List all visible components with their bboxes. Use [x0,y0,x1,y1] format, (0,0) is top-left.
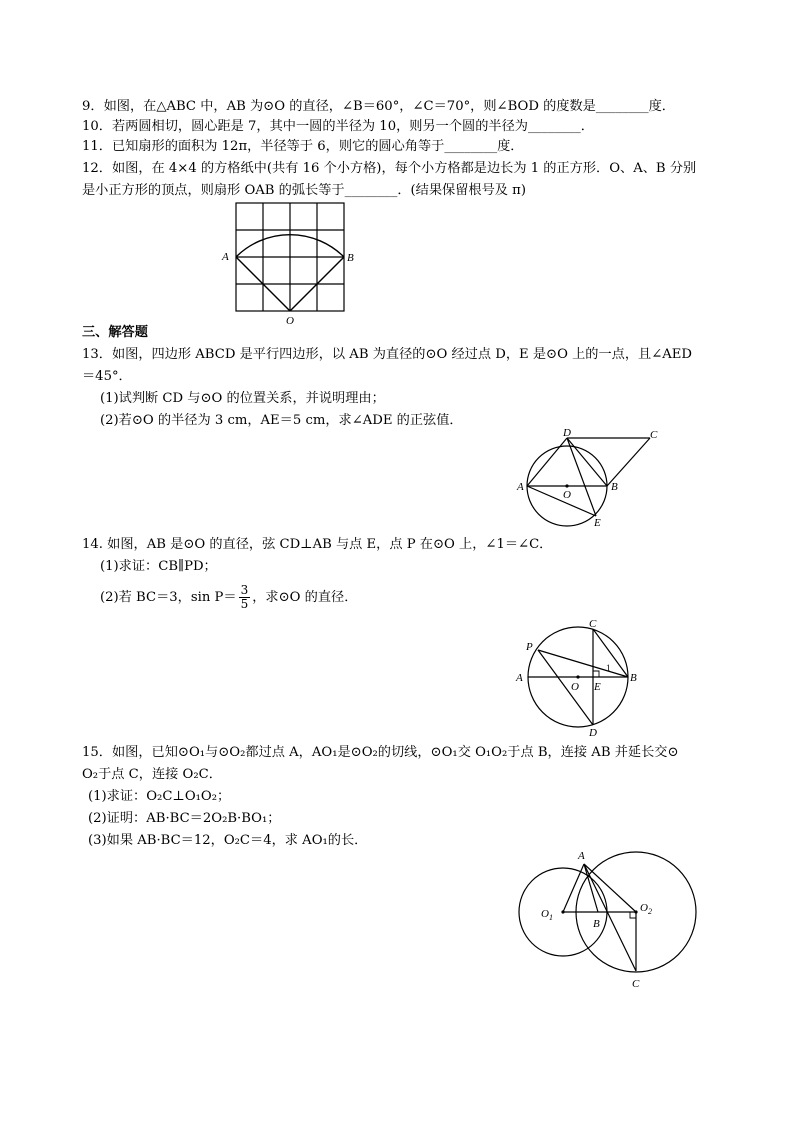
label-O2: $O_2$ [640,902,652,916]
section-3-heading: 三、解答题 [82,325,148,340]
figure-15-two-circles [510,845,710,995]
q14-part2-post: ，求⊙O 的直径． [252,590,358,605]
segment-ac [584,864,636,971]
question-14-part2 [100,584,357,611]
label-O1: $O_1$ [541,908,553,922]
label-A: A [222,251,229,263]
segment-ad [527,438,567,486]
label-B: B [630,672,637,684]
question-13-part1: (1)试判断 CD 与⊙O 的位置关系，并说明理由； [100,391,385,406]
segment-bc [607,438,650,486]
question-15-line2: O₂于点 C，连接 O₂C． [82,767,222,782]
question-14-part1: (1)求证：CB∥PD； [100,559,217,574]
figure-13-parallelogram-circle [510,428,670,528]
label-C: C [632,978,640,990]
segment-pb [538,650,628,677]
question-10: 10．若两圆相切，圆心距是 7，其中一圆的半径为 10，则另一个圆的半径为________． [82,119,594,134]
label-E: E [594,681,601,693]
label-C: C [650,429,658,441]
question-9: 9．如图，在△ABC 中，AB 为⊙O 的直径，∠B＝60°，∠C＝70°，则∠BOD 的度数是________度． [82,99,675,114]
segment-pd [538,650,593,725]
figure-14-circle-chords [510,620,650,740]
question-15-part2: (2)证明：AB·BC＝2O₂B·BO₁； [88,811,281,826]
label-E: E [594,517,601,529]
angle-1-label: 1 [606,663,611,673]
label-A: A [516,672,523,684]
question-13-part2: (2)若⊙O 的半径为 3 cm，AE＝5 cm，求∠ADE 的正弦值． [100,413,463,428]
segment-cb [593,629,628,677]
question-15-part1: (1)求证：O₂C⊥O₁O₂； [88,789,231,804]
question-12-line2: 是小正方形的顶点，则扇形 OAB 的弧长等于________．(结果保留根号及 π) [82,183,526,198]
q14-part2-pre: (2)若 BC＝3，sin P＝ [100,590,237,605]
label-O: O [563,489,571,501]
segment-ae [527,486,596,516]
label-D: D [563,427,571,439]
label-O: O [286,315,294,327]
question-13-line2: ＝45°． [82,369,132,384]
fraction-3-5: $\frac{3}{5}$ [240,583,249,611]
label-A: A [578,850,585,862]
label-B: B [593,918,600,930]
question-14-line1: 14. 如图，AB 是⊙O 的直径，弦 CD⊥AB 与点 E，点 P 在⊙O 上，∠1＝∠C． [82,537,553,552]
label-C: C [589,618,597,630]
question-12-line1: 12．如图，在 4×4 的方格纸中(共有 16 个小方格)，每个小方格都是边长为 1 的正方形．O、A、B 分别 [82,161,697,176]
label-B: B [611,481,618,493]
label-D: D [589,727,597,739]
segment-de [567,438,596,516]
question-11: 11．已知扇形的面积为 12π，半径等于 6，则它的圆心角等于________度． [82,139,524,154]
question-13-line1: 13．如图，四边形 ABCD 是平行四边形，以 AB 为直径的⊙O 经过点 D，E 是⊙O 上的一点，且∠AED [82,347,692,362]
label-A: A [517,481,524,493]
segment-ao2 [584,864,636,912]
label-B: B [347,252,354,264]
label-P: P [526,641,533,653]
question-15-part3: (3)如果 AB·BC＝12，O₂C＝4，求 AO₁的长． [88,833,368,848]
question-15-line1: 15．如图，已知⊙O₁与⊙O₂都过点 A，AO₁是⊙O₂的切线，⊙O₁交 O₁O₂于点 B，连接 AB 并延长交⊙ [82,745,679,760]
figure-12-grid-sector [220,200,360,330]
label-O: O [571,681,579,693]
